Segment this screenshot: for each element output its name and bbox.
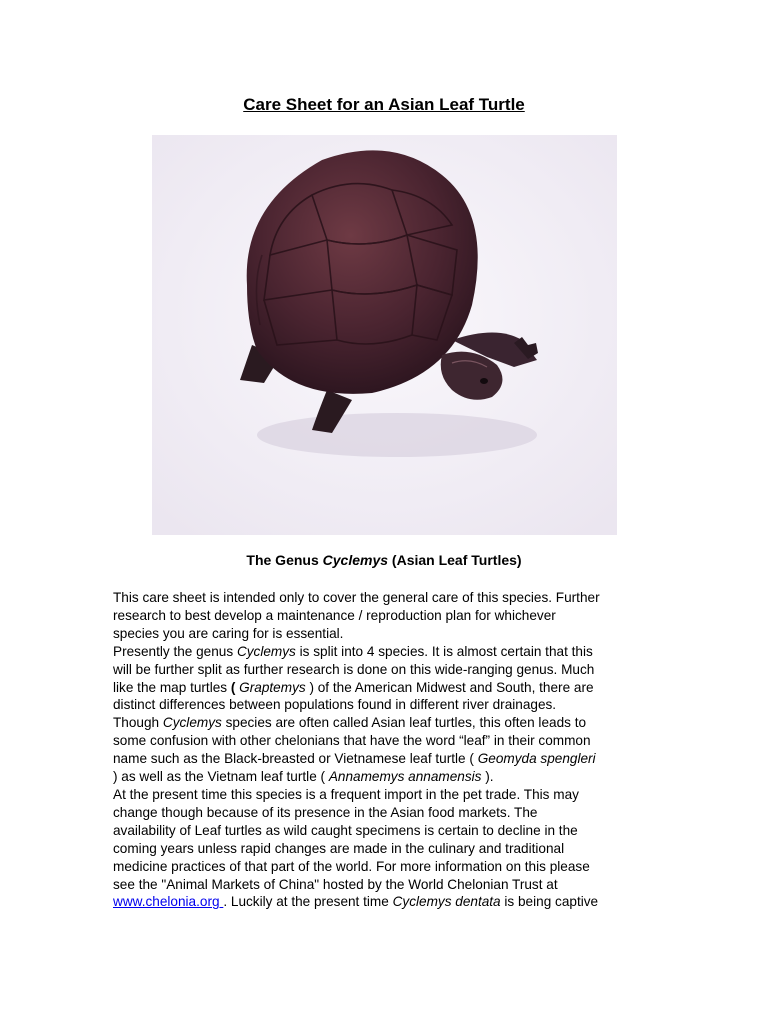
genus-heading-genus: Cyclemys [322,552,389,568]
text-italic: Geomyda spengleri [477,751,596,767]
text-line: At the present time this species is a frequent import in the pet trade. This may [113,786,579,802]
text-line: some confusion with other chelonians that have the word “leaf” in their common [113,733,591,749]
text-italic: Annamemys annamensis [328,769,482,785]
text-line: distinct differences between populations found in different river drainages. [113,697,557,713]
text-italic: Graptemys [235,679,306,695]
genus-heading-suffix: (Asian Leaf Turtles) [388,552,522,568]
genus-heading [0,552,768,568]
text-italic: Cyclemys [162,715,222,731]
text-line: see the "Animal Markets of China" hosted by the World Chelonian Trust at [113,876,558,892]
text-line [113,893,673,911]
text-segment: is split into 4 species. It is almost certain that this [295,643,593,659]
text-segment: Though [113,715,163,731]
text-segment: species are often called Asian leaf turtles, this often leads to [221,715,587,731]
text-segment: like the map turtles [113,679,231,695]
text-line: will be further split as further research is done on this wide-ranging genus. Much [113,661,595,677]
text-segment: ) of the American Midwest and South, there are [305,679,594,695]
text-line [113,643,673,661]
text-segment: ) as well as the Vietnam leaf turtle ( [113,769,329,785]
text-line: medicine practices of that part of the world. For more information on this please [113,858,590,874]
document-title: Care Sheet for an Asian Leaf Turtle [243,95,525,114]
text-line [113,679,673,697]
text-bold: ( [230,679,236,695]
text-segment: . Luckily at the present time [223,894,393,910]
text-line [113,768,673,786]
text-line [113,714,673,732]
text-line: coming years unless rapid changes are made in the culinary and traditional [113,840,565,856]
text-segment: Presently the genus [113,643,237,659]
genus-heading-prefix: The Genus [246,552,323,568]
text-italic: Cyclemys [236,643,296,659]
text-line: availability of Leaf turtles as wild caught specimens is certain to decline in the [113,822,578,838]
text-line: This care sheet is intended only to cover the general care of this species. Further [113,590,600,605]
turtle-photo [152,135,617,535]
text-line: species you are caring for is essential. [113,625,344,641]
text-italic: Cyclemys dentata [392,894,501,910]
chelonia-link[interactable]: www.chelonia.org [113,894,224,910]
text-segment: ). [481,769,494,785]
text-line [113,750,673,768]
text-segment: is being captive [500,894,599,910]
text-segment: name such as the Black-breasted or Vietnamese leaf turtle ( [113,751,478,767]
turtle-illustration [152,135,617,535]
body-text [113,589,673,911]
text-line: research to best develop a maintenance / reproduction plan for whichever [113,607,556,623]
text-line: change though because of its presence in the Asian food markets. The [113,804,538,820]
